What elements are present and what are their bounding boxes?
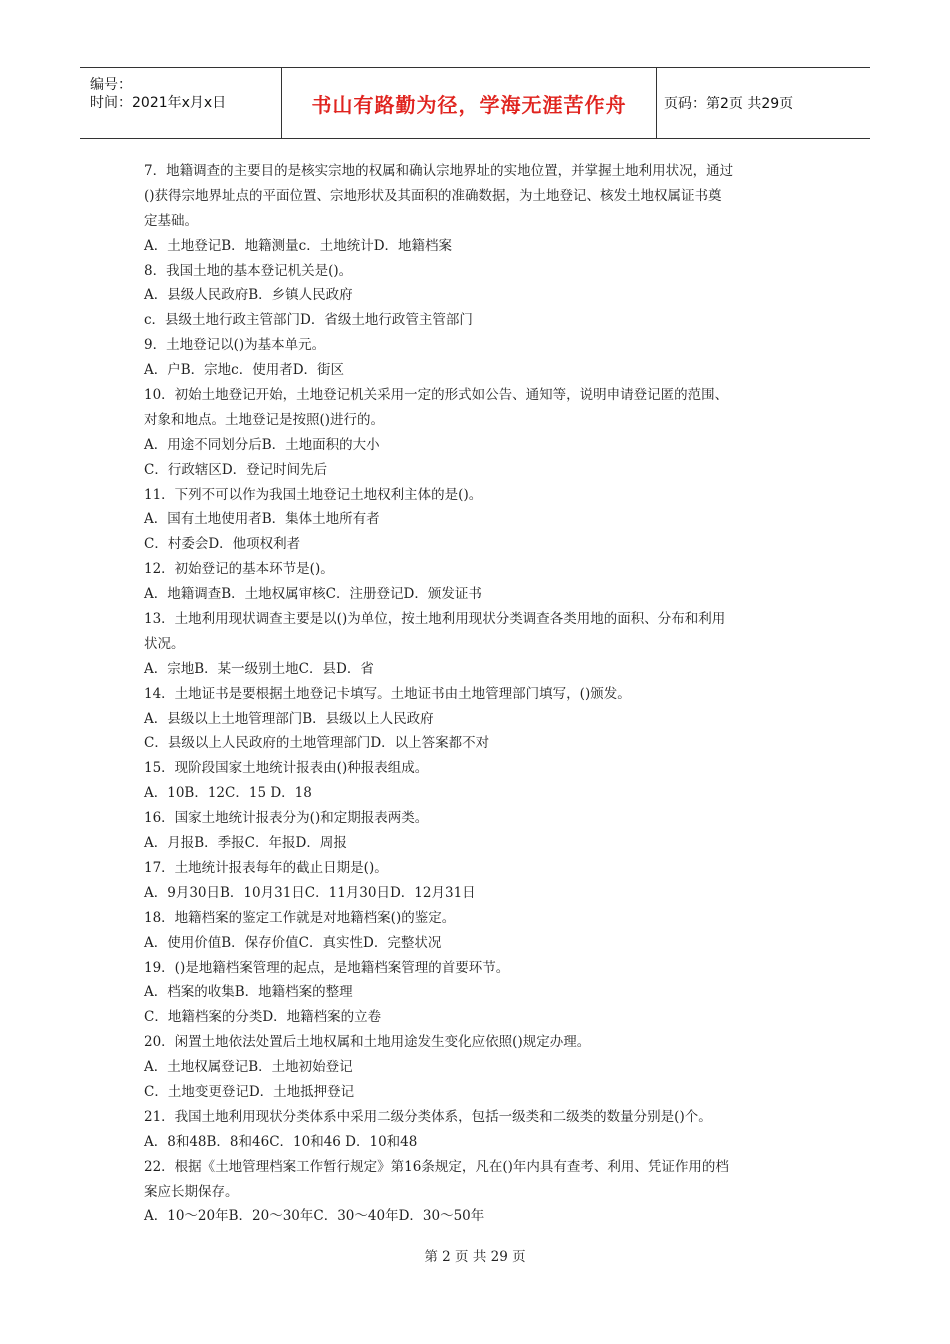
text-line: A．县级以上土地管理部门B．县级以上人民政府 [144,710,434,727]
text-line: A．档案的收集B．地籍档案的整理 [144,984,353,1001]
header-page-label: 页码：第2页 共29页 [664,96,794,112]
text-line: 13．土地利用现状调查主要是以()为单位，按土地利用现状分类调查各类用地的面积、分布和利用 [144,611,726,628]
text-line: 定基础。 [144,212,198,229]
header-motto-cell [281,68,657,138]
text-line: 22．根据《土地管理档案工作暂行规定》第16条规定，凡在()年内具有查考、利用、凭证作用的档 [144,1158,729,1175]
text-line: 对象和地点。土地登记是按照()进行的。 [144,411,385,428]
text-line: 15．现阶段国家土地统计报表由()种报表组成。 [144,760,429,777]
text-line: 12．初始登记的基本环节是()。 [144,561,334,578]
text-line: C．县级以上人民政府的土地管理部门D．以上答案都不对 [144,735,490,752]
text-line: 18．地籍档案的鉴定工作就是对地籍档案()的鉴定。 [144,909,456,926]
text-line: A．土地登记B．地籍测量c．土地统计D．地籍档案 [144,237,453,254]
text-line: C．地籍档案的分类D．地籍档案的立卷 [144,1009,382,1026]
text-line: 20．闲置土地依法处置后土地权属和土地用途发生变化应依照()规定办理。 [144,1034,591,1051]
text-line: A．月报B．季报C．年报D．周报 [144,835,347,852]
text-line: A．用途不同划分后B．土地面积的大小 [144,436,380,453]
page-footer: 第 2 页 共 29 页 [424,1249,526,1265]
text-line: A．宗地B．某一级别土地C．县D．省 [144,660,374,677]
text-line: 19．()是地籍档案管理的起点，是地籍档案管理的首要环节。 [144,959,510,976]
header-page-cell [656,68,870,138]
text-line: 案应长期保存。 [144,1183,239,1200]
question-list [144,159,808,1229]
text-line: c．县级土地行政主管部门D．省级土地行政管主管部门 [144,312,473,329]
text-line: 11．下列不可以作为我国土地登记土地权利主体的是()。 [144,486,483,503]
text-line: 状况。 [144,635,185,652]
document-number-label: 编号： [90,77,132,93]
header-motto: 书山有路勤为径，学海无涯苦作舟 [311,93,627,117]
document-date-label: 时间：2021年x月x日 [90,95,227,111]
text-line: A．户B．宗地c．使用者D．街区 [144,362,345,379]
text-line: 9．土地登记以()为基本单元。 [144,337,326,354]
text-line: 7．地籍调查的主要目的是核实宗地的权属和确认宗地界址的实地位置，并掌握土地利用状况，通过 [144,163,734,179]
text-line: 21．我国土地利用现状分类体系中采用二级分类体系，包括一级类和二级类的数量分别是()个。 [144,1108,712,1125]
text-line: A．使用价值B．保存价值C．真实性D．完整状况 [144,934,442,951]
page-header [80,67,870,139]
text-line: A．10B．12C．15 D．18 [144,785,312,802]
text-line: 17．土地统计报表每年的截止日期是()。 [144,859,388,876]
text-line: 14．土地证书是要根据土地登记卡填写。土地证书由土地管理部门填写，()颁发。 [144,685,631,702]
text-line: C．行政辖区D．登记时间先后 [144,461,328,478]
text-line: A．9月30日B．10月31日C．11月30日D．12月31日 [144,884,476,901]
text-line: 16．国家土地统计报表分为()和定期报表两类。 [144,810,429,827]
header-meta-cell [80,68,281,138]
text-line: 8．我国土地的基本登记机关是()。 [144,262,353,279]
text-line: A．8和48B．8和46C．10和46 D．10和48 [144,1133,418,1150]
text-line: A．土地权属登记B．土地初始登记 [144,1059,353,1076]
text-line: 10．初始土地登记开始，土地登记机关采用一定的形式如公告、通知等，说明申请登记匿的范围、 [144,387,729,404]
text-line: C．村委会D．他项权利者 [144,536,301,553]
text-line: ()获得宗地界址点的平面位置、宗地形状及其面积的准确数据，为土地登记、核发土地权属证书奠 [144,187,722,204]
text-line: A．地籍调查B．土地权属审核C．注册登记D．颁发证书 [144,586,482,603]
text-line: A．国有土地使用者B．集体土地所有者 [144,511,380,528]
text-line: A．县级人民政府B．乡镇人民政府 [144,287,353,304]
text-line: A．10～20年B．20～30年C．30～40年D．30～50年 [144,1208,485,1225]
text-line: C．土地变更登记D．土地抵押登记 [144,1083,355,1100]
